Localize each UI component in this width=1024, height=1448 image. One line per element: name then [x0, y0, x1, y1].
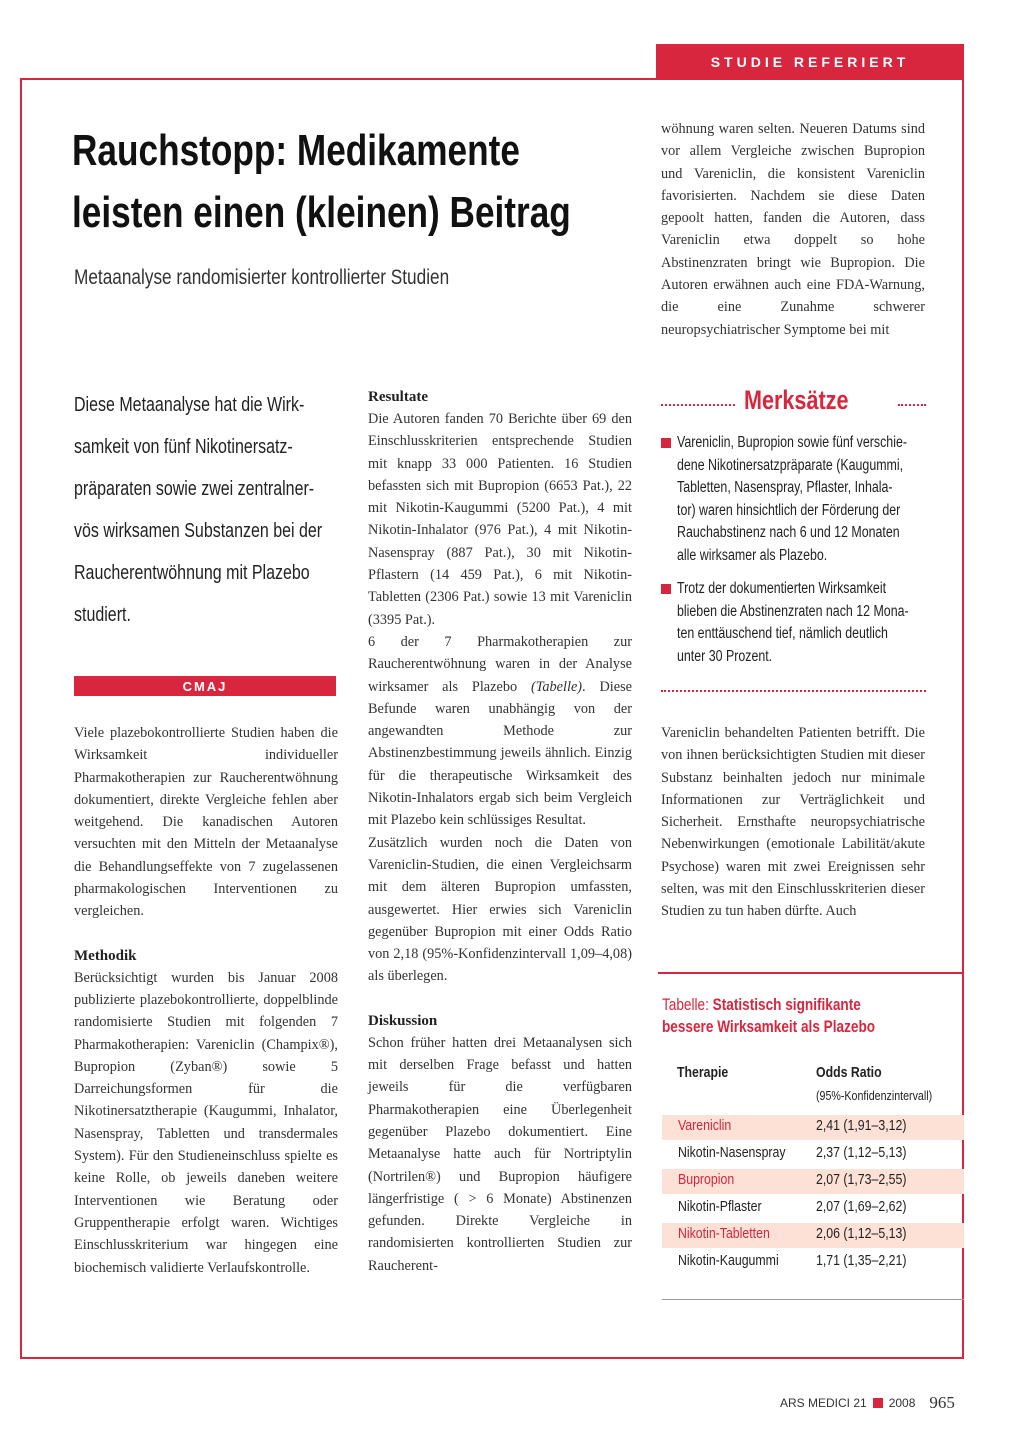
table-row: [662, 1115, 964, 1140]
page-footer: [780, 1393, 955, 1413]
merk-line: Rauchabstinenz nach 6 und 12 Monaten: [677, 524, 900, 541]
table-cell-odds: 1,71 (1,35–2,21): [816, 1253, 907, 1269]
table-title-line-1: Statistisch signifikante: [712, 995, 861, 1014]
footer-square-icon: [873, 1398, 883, 1408]
resultate-paragraph-3: Zusätzlich wurden noch die Daten von Vareniclin-Studien, die einen Vergleichsarm mit dem älteren Bupropion umfassten, ausgewertet. Hier erwies sich Vareniclin gegenüber Bupropion mit einer Odds Ratio von 2,18 (95%-Konfidenzintervall 1,09–4,08) als überlegen.: [368, 834, 632, 985]
table-cell-odds: 2,41 (1,91–3,12): [816, 1118, 907, 1134]
lead-line: Diese Metaanalyse hat die Wirk-: [74, 394, 305, 416]
lead-paragraph: [74, 384, 338, 636]
diskussion-heading: Diskussion: [368, 1012, 438, 1029]
merk-line: blieben die Abstinenzraten nach 12 Mona-: [677, 602, 909, 620]
article-subtitle: Metaanalyse randomisierter kontrollierter Studien: [74, 266, 450, 289]
lead-line: studiert.: [74, 604, 131, 626]
lead-line: präparaten sowie zwei zentralner-: [74, 478, 315, 500]
merk-line: Vareniclin, Bupropion sowie fünf verschie-: [677, 434, 907, 451]
table-cell-therapy: Vareniclin: [678, 1118, 732, 1134]
column-1: [74, 722, 338, 1279]
merk-line: ten enttäuschend tief, nämlich deutlich: [677, 625, 888, 642]
page-number: 965: [929, 1393, 955, 1412]
journal-year: 2008: [888, 1396, 916, 1410]
table-row: [662, 1142, 964, 1167]
table-bottom-rule: [662, 1299, 964, 1300]
table-cell-therapy: Bupropion: [678, 1172, 735, 1188]
merk-line: alle wirksamer als Plazebo.: [677, 546, 828, 564]
table-cell-odds: 2,07 (1,73–2,55): [816, 1172, 907, 1188]
table-row: [662, 1169, 964, 1194]
merksaetze-title: Merksätze: [744, 385, 849, 415]
table-cell-odds: 2,07 (1,69–2,62): [816, 1199, 907, 1215]
bullet-square-icon: [661, 438, 671, 448]
table-label: Tabelle:: [662, 995, 709, 1014]
merksaetze-item-1: [661, 432, 925, 567]
journal-name: ARS MEDICI 21: [780, 1396, 867, 1410]
lead-line: Raucherentwöhnung mit Plazebo: [74, 562, 310, 584]
intro-paragraph: Viele plazebokontrollierte Studien haben die Wirksamkeit individueller Pharmakotherapien zur Raucherentwöhnung dokumentiert, direkte Vergleiche fehlen aber weitgehend. Die kanadischen Autoren versuchten mit den Mitteln der Metaanalyse die Behandlungseffekte von 7 zugelassenen pharmakologischen Interventionen zu vergleichen.: [74, 725, 338, 920]
table-subheader-ci: (95%-Konfidenzintervall): [816, 1088, 933, 1103]
table-cell-therapy: Nikotin-Kaugummi: [678, 1253, 779, 1269]
bullet-square-icon: [661, 584, 671, 594]
table-cell-therapy: Nikotin-Tabletten: [678, 1226, 770, 1242]
col3-top-text: wöhnung waren selten. Neueren Datums sind vor allem Vergleiche zwischen Bupropion und Vareniclin, die konsistent Vareniclin favorisierten. Nachdem sie diese Daten gepoolt hatten, fanden die Autoren, dass Vareniclin etwa doppelt so hohe Abstinenzraten bringt wie Bupropion. Die Autoren erwähnen auch eine FDA-Warnung, die eine Zunahme schwerer neuropsychiatrischer Symptome bei mit: [661, 121, 925, 338]
diskussion-paragraph: Schon früher hatten drei Metaanalysen sich mit derselben Frage befasst und hatten jeweils für die verfügbaren Pharmakotherapien eine Überlegenheit gegenüber Plazebo dokumentiert. Eine Metaanalyse hatte auch für Nortriptylin (Nortrilen®) und Bupropion häufigere längerfristige ( > 6 Monate) Abstinenzen gefunden. Direkte Vergleiche in randomisierten kontrollierten Studien zur Raucherent-: [368, 1034, 632, 1274]
resultate-heading: Resultate: [368, 389, 428, 405]
article-title: [72, 120, 632, 244]
table-reference: (Tabelle): [530, 678, 583, 695]
resultate-paragraph-2: 6 der 7 Pharmakotherapien zur Raucherentwöhnung waren in der Analyse wirksamer als Plazebo (Tabelle). Diese Befunde waren unabhängig von der angewandten Methode zur Abstinenzbestimmung jeweils ähnlich. Einzig für die therapeutische Wirksamkeit des Nikotin-Inhalators ergab sich beim Vergleich mit Plazebo kein schlüssiges Resultat.: [368, 633, 632, 829]
table-header-therapy: Therapie: [677, 1064, 729, 1081]
merksaetze-dots-right: [898, 404, 926, 406]
table-cell-odds: 2,37 (1,12–5,13): [816, 1145, 907, 1161]
table-row: [662, 1250, 964, 1275]
merk-line: dene Nikotinersatzpräparate (Kaugummi,: [677, 456, 904, 474]
lead-line: vös wirksamen Substanzen bei der: [74, 520, 323, 542]
methodik-heading: Methodik: [74, 947, 137, 964]
col3-bottom-text: Vareniclin behandelten Patienten betrifft. Die von ihnen berücksichtigten Studien mit dieser Substanz beinhalten jedoch nur minimale Informationen zur Verträglichkeit und Sicherheit. Ernsthafte neuropsychiatrische Nebenwirkungen (emotionale Labilität/akute Psychose) waren mit zwei Ereignissen sehr selten, was mit den Einschlusskriterien dieser Studien zu tun haben dürfte. Auch: [661, 725, 925, 920]
table-caption: [662, 994, 950, 1038]
table-header-odds: Odds Ratio: [816, 1064, 882, 1081]
merksaetze-dots-left: [661, 404, 735, 406]
merk-line: Trotz der dokumentierten Wirksamkeit: [677, 580, 887, 597]
table-title-line-2: bessere Wirksamkeit als Plazebo: [662, 1017, 876, 1036]
merksaetze-dots-bottom: [661, 690, 926, 692]
merksaetze-item-2: [661, 578, 925, 668]
merk-line: unter 30 Prozent.: [677, 647, 773, 665]
methodik-paragraph: Berücksichtigt wurden bis Januar 2008 publizierte plazebokontrollierte, doppelblinde randomisierte Studien mit folgenden 7 Pharmakotherapien: Vareniclin (Champix®), Bupropion (Zyban®) sowie 5 Darreichungsformen für die Nikotinersatztherapie (Kaugummi, Inhalator, Nasenspray, Tabletten und transdermales System). Für den Studieneinschluss spielte es keine Rolle, ob jeweils daneben weitere Interventionen wie Beratung oder Gruppentherapie erfolgt waren. Wichtiges Einschlusskriterium war hingegen eine biochemisch validierte Verlaufskontrolle.: [74, 969, 338, 1276]
lead-line: samkeit von fünf Nikotinersatz-: [74, 436, 293, 458]
column-2: [368, 386, 632, 1277]
resultate-paragraph-1: Die Autoren fanden 70 Berichte über 69 den Einschlusskriterien entsprechende Studien mit knapp 33 000 Patienten. 16 Studien befassten sich mit Bupropion (6653 Pat.), 22 mit Nikotin-Kaugummi (5200 Pat.), 4 mit Nikotin-Inhalator (976 Pat.), 4 mit Nikotin-Nasenspray (887 Pat.), 30 mit Nikotin-Pflastern (14 459 Pat.), 6 mit Nikotin-Tabletten (2306 Pat.) sowie 13 mit Vareniclin (3395 Pat.).: [368, 411, 632, 628]
merk-line: Tabletten, Nasenspray, Pflaster, Inhala-: [677, 479, 893, 496]
table-top-rule: [658, 972, 964, 974]
table-cell-therapy: Nikotin-Pflaster: [678, 1199, 762, 1215]
title-line-1: Rauchstopp: Medikamente: [72, 126, 520, 175]
table-cell-therapy: Nikotin-Nasenspray: [678, 1145, 786, 1161]
source-label: CMAJ: [74, 676, 336, 696]
merk-line: tor) waren hinsichtlich der Förderung der: [677, 501, 901, 519]
table-cell-odds: 2,06 (1,12–5,13): [816, 1226, 907, 1242]
table-row: [662, 1196, 964, 1221]
title-line-2: leisten einen (kleinen) Beitrag: [72, 188, 571, 237]
table-row: [662, 1223, 964, 1248]
section-tag: STUDIE REFERIERT: [656, 44, 964, 80]
